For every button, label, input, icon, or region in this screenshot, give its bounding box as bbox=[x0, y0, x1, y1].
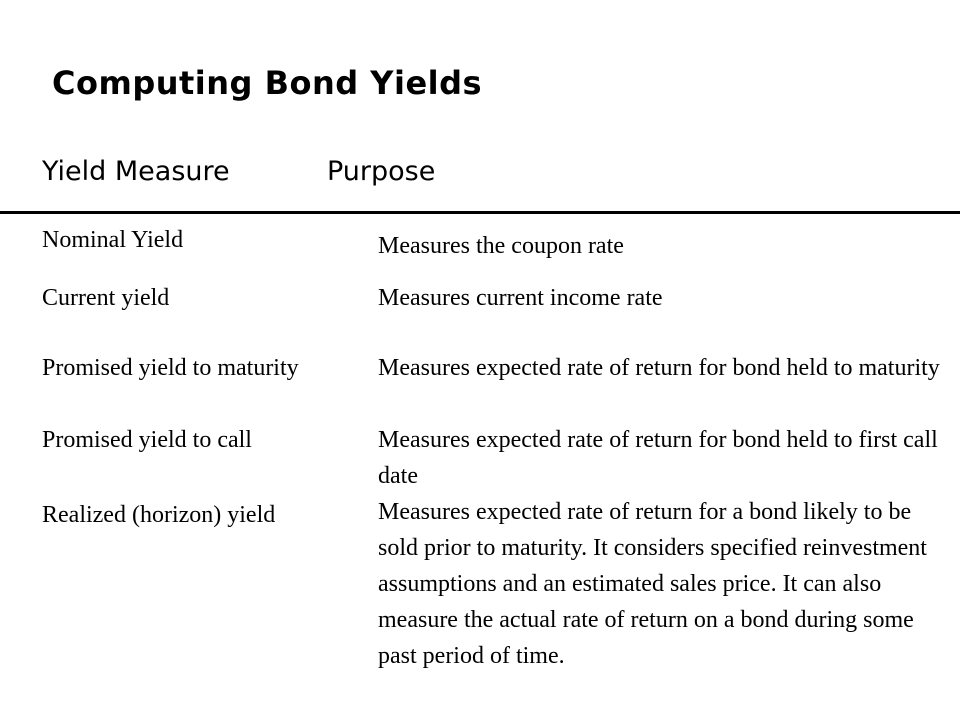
purpose-cell: Measures expected rate of return for a bond likely to be sold prior to maturity. It considers specified reinvestment assumptions and an estimated sales price. It can also measure the actual rate of return on a bond during some past period of time. bbox=[378, 499, 927, 669]
slide-title: Computing Bond Yields bbox=[52, 64, 483, 102]
purpose-cell: Measures expected rate of return for bond held to maturity bbox=[378, 355, 940, 381]
purpose-cell: Measures expected rate of return for bond held to first call date bbox=[378, 427, 938, 489]
column-header-purpose: Purpose bbox=[327, 156, 436, 187]
column-header-yield-measure: Yield Measure bbox=[42, 156, 230, 187]
yield-measure-cell: Realized (horizon) yield bbox=[42, 502, 276, 528]
purpose-cell: Measures the coupon rate bbox=[378, 233, 624, 259]
yield-measure-cell: Promised yield to maturity bbox=[42, 355, 299, 381]
purpose-cell: Measures current income rate bbox=[378, 285, 663, 311]
header-divider bbox=[0, 211, 960, 214]
yield-measure-cell: Nominal Yield bbox=[42, 227, 184, 253]
yield-measure-cell: Current yield bbox=[42, 285, 170, 311]
yield-measure-cell: Promised yield to call bbox=[42, 427, 252, 453]
